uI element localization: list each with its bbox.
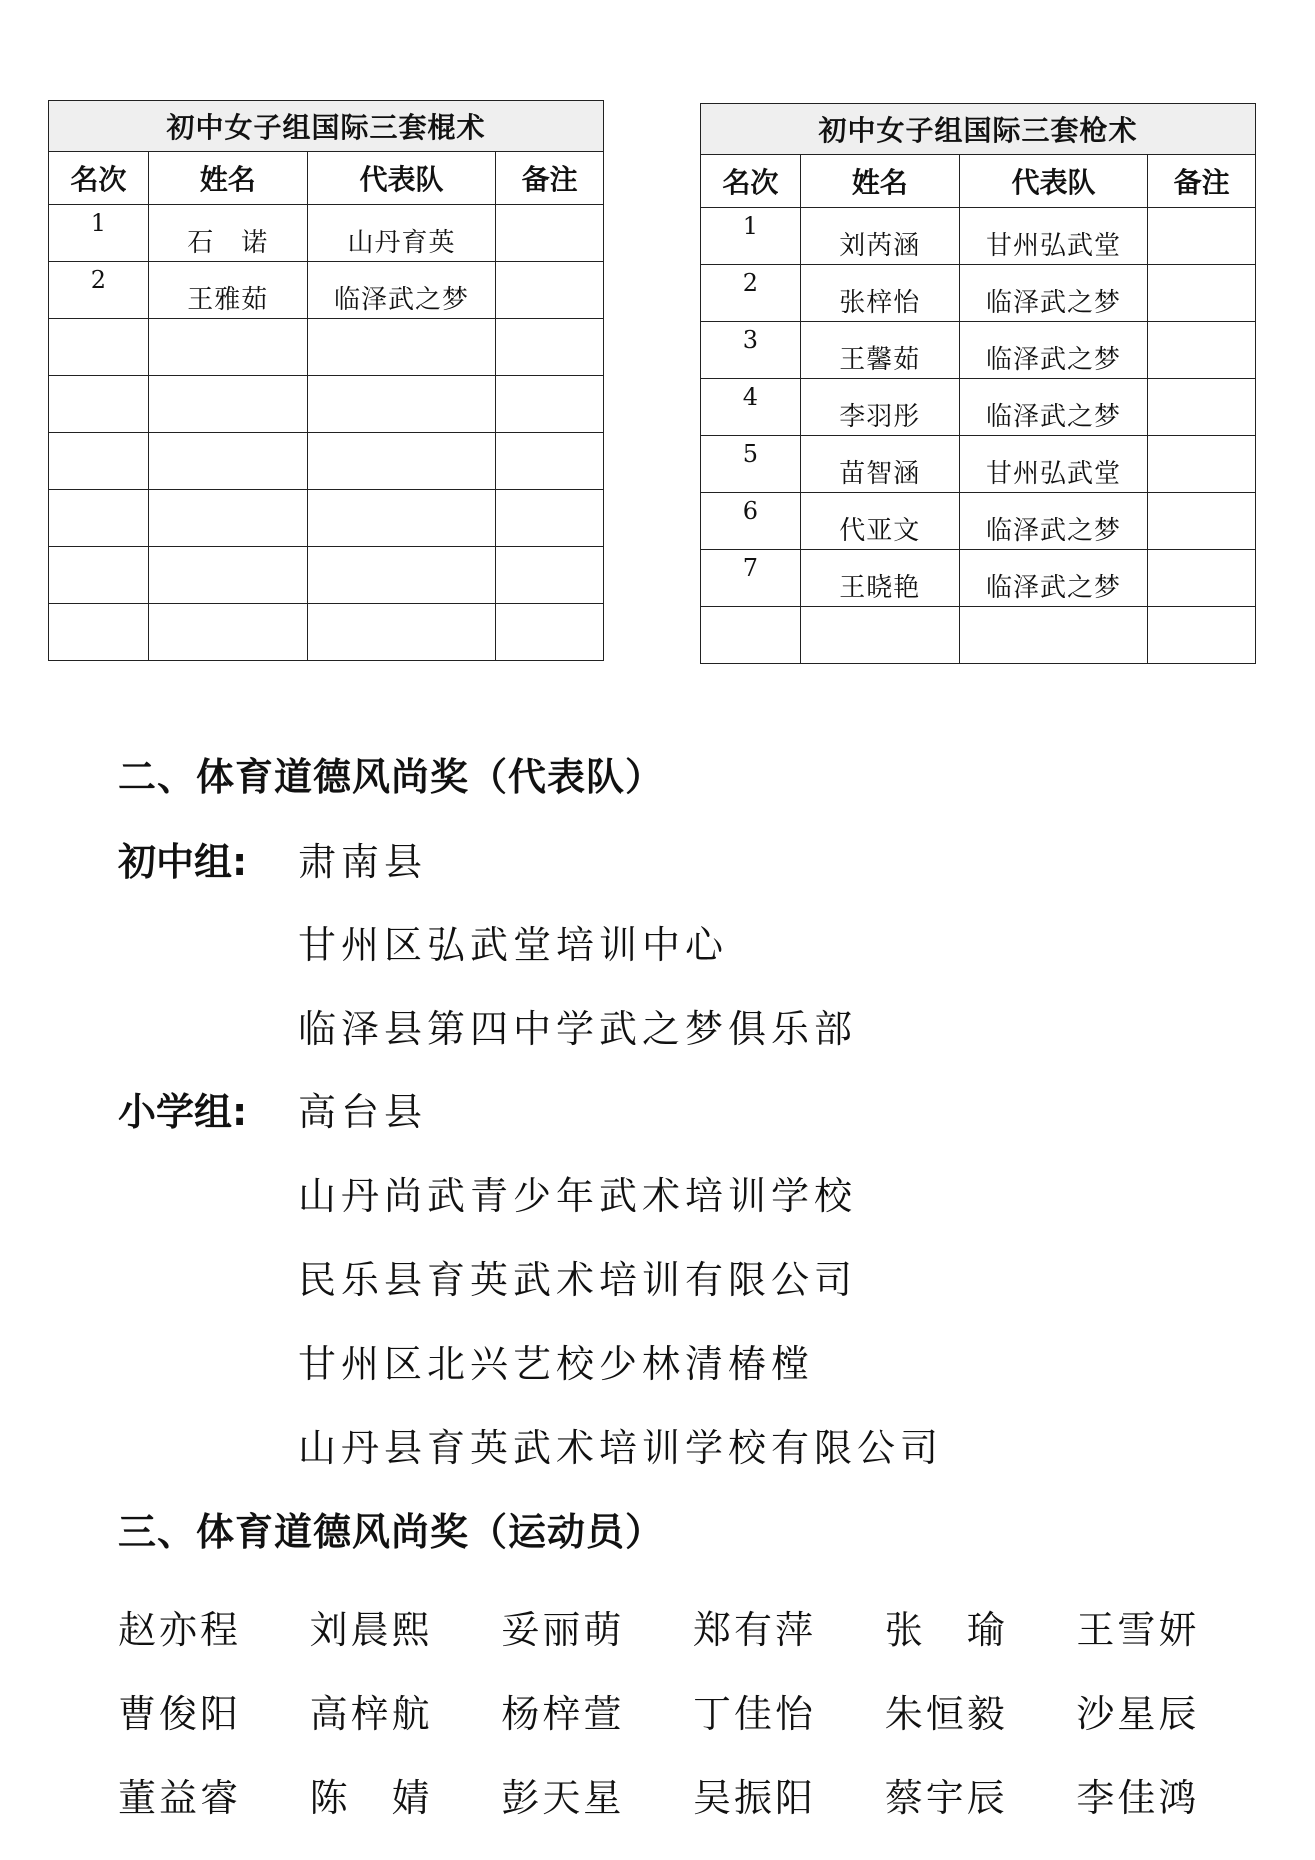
table-cell-name — [148, 490, 307, 547]
table-cell-remark — [496, 547, 604, 604]
table-cell-name: 王雅茹 — [148, 262, 307, 319]
table-cell-name: 刘芮涵 — [800, 208, 959, 265]
table-row — [49, 376, 604, 433]
athlete-row — [118, 1584, 1268, 1668]
table-cell-team: 临泽武之梦 — [959, 322, 1147, 379]
junior-team-item: 临泽县第四中学武之梦俱乐部 — [298, 1007, 858, 1051]
table-row — [701, 208, 1256, 265]
athlete-name: 彭天星 — [501, 1775, 625, 1820]
athlete-name: 赵亦程 — [118, 1607, 242, 1652]
table-cell-rank: 1 — [701, 208, 801, 265]
table-cell-team — [307, 319, 495, 376]
athlete-name: 张 瑜 — [884, 1607, 1008, 1652]
table-cell-name: 李羽彤 — [800, 379, 959, 436]
table-cell-name: 王晓艳 — [800, 550, 959, 607]
table-row — [49, 604, 604, 661]
table-cell-team: 临泽武之梦 — [959, 265, 1147, 322]
table-cell-name: 苗智涵 — [800, 436, 959, 493]
athlete-name: 杨梓萱 — [501, 1691, 625, 1736]
col-header-rank: 名次 — [49, 152, 149, 205]
table-row — [701, 436, 1256, 493]
table-row — [49, 319, 604, 376]
athlete-name-grid — [118, 1584, 1268, 1836]
athlete-row — [118, 1668, 1268, 1752]
junior-group-label: 初中组: — [118, 840, 248, 884]
col-header-name: 姓名 — [148, 152, 307, 205]
table-title: 初中女子组国际三套枪术 — [701, 104, 1256, 155]
col-header-remark: 备注 — [1148, 155, 1256, 208]
table-cell-team: 甘州弘武堂 — [959, 208, 1147, 265]
primary-group-label: 小学组: — [118, 1090, 248, 1134]
table-cell-remark — [496, 319, 604, 376]
table-cell-name: 王馨茹 — [800, 322, 959, 379]
table-cell-remark — [1148, 208, 1256, 265]
table-cell-rank: 3 — [701, 322, 801, 379]
table-cell-team: 甘州弘武堂 — [959, 436, 1147, 493]
section-heading-team-award: 二、体育道德风尚奖（代表队） — [118, 755, 665, 799]
table-cell-rank: 6 — [701, 493, 801, 550]
athlete-name: 刘晨熙 — [309, 1607, 433, 1652]
table-cell-remark — [1148, 493, 1256, 550]
athlete-name: 曹俊阳 — [118, 1691, 242, 1736]
table-cell-team — [307, 547, 495, 604]
section-heading-athlete-award: 三、体育道德风尚奖（运动员） — [118, 1510, 665, 1554]
table-cell-name — [148, 376, 307, 433]
table-cell-rank: 5 — [701, 436, 801, 493]
athlete-name: 高梓航 — [309, 1691, 433, 1736]
col-header-team: 代表队 — [959, 155, 1147, 208]
table-cell-team: 山丹育英 — [307, 205, 495, 262]
table-row — [701, 265, 1256, 322]
table-cell-name — [148, 604, 307, 661]
table-cell-rank — [49, 490, 149, 547]
table-cell-rank — [49, 376, 149, 433]
primary-team-item: 民乐县育英武术培训有限公司 — [298, 1258, 858, 1302]
table-cell-team: 临泽武之梦 — [959, 550, 1147, 607]
athlete-name: 吴振阳 — [693, 1775, 817, 1820]
col-header-team: 代表队 — [307, 152, 495, 205]
table-cell-rank — [49, 604, 149, 661]
table-cell-remark — [1148, 436, 1256, 493]
table-cell-remark — [1148, 607, 1256, 664]
table-cell-remark — [496, 604, 604, 661]
athlete-name: 沙星辰 — [1076, 1691, 1200, 1736]
table-cell-remark — [496, 262, 604, 319]
table-row — [701, 493, 1256, 550]
athlete-name: 李佳鸿 — [1076, 1775, 1200, 1820]
table-cell-remark — [496, 433, 604, 490]
table-row — [49, 205, 604, 262]
athlete-name: 董益睿 — [118, 1775, 242, 1820]
athlete-name: 丁佳怡 — [693, 1691, 817, 1736]
table-title: 初中女子组国际三套棍术 — [49, 101, 604, 152]
table-cell-remark — [1148, 379, 1256, 436]
athlete-name: 陈 婧 — [309, 1775, 433, 1820]
table-cell-remark — [1148, 265, 1256, 322]
table-row — [701, 550, 1256, 607]
primary-team-item: 山丹县育英武术培训学校有限公司 — [298, 1426, 944, 1470]
table-cell-name: 代亚文 — [800, 493, 959, 550]
table-cell-name — [148, 547, 307, 604]
table-row — [49, 490, 604, 547]
col-header-name: 姓名 — [800, 155, 959, 208]
table-cell-team — [307, 490, 495, 547]
table-cell-team — [307, 604, 495, 661]
athlete-row — [118, 1752, 1268, 1836]
table-cell-team: 临泽武之梦 — [959, 493, 1147, 550]
primary-team-item: 山丹尚武青少年武术培训学校 — [298, 1174, 858, 1218]
table-cell-remark — [1148, 550, 1256, 607]
table-cell-team: 临泽武之梦 — [959, 379, 1147, 436]
table-cell-team: 临泽武之梦 — [307, 262, 495, 319]
table-cell-name: 石 诺 — [148, 205, 307, 262]
primary-team-item: 高台县 — [298, 1090, 428, 1134]
table-cell-rank: 2 — [49, 262, 149, 319]
table-cell-rank — [49, 319, 149, 376]
table-row — [49, 547, 604, 604]
table-cell-name — [148, 319, 307, 376]
results-table-spear — [700, 103, 1256, 664]
athlete-name: 郑有萍 — [693, 1607, 817, 1652]
table-row — [49, 433, 604, 490]
table-cell-remark — [1148, 322, 1256, 379]
table-cell-team — [959, 607, 1147, 664]
table-cell-remark — [496, 376, 604, 433]
table-cell-team — [307, 376, 495, 433]
table-cell-name: 张梓怡 — [800, 265, 959, 322]
athlete-name: 王雪妍 — [1076, 1607, 1200, 1652]
table-row — [701, 607, 1256, 664]
table-cell-rank — [49, 547, 149, 604]
table-cell-team — [307, 433, 495, 490]
table-row — [49, 262, 604, 319]
table-cell-remark — [496, 205, 604, 262]
athlete-name: 朱恒毅 — [884, 1691, 1008, 1736]
athlete-name: 蔡宇辰 — [884, 1775, 1008, 1820]
junior-team-item: 甘州区弘武堂培训中心 — [298, 923, 729, 967]
table-cell-name — [800, 607, 959, 664]
col-header-remark: 备注 — [496, 152, 604, 205]
table-cell-name — [148, 433, 307, 490]
athlete-name: 妥丽萌 — [501, 1607, 625, 1652]
table-row — [701, 322, 1256, 379]
table-cell-rank — [49, 433, 149, 490]
table-cell-remark — [496, 490, 604, 547]
col-header-rank: 名次 — [701, 155, 801, 208]
table-cell-rank — [701, 607, 801, 664]
table-cell-rank: 1 — [49, 205, 149, 262]
primary-team-item: 甘州区北兴艺校少林清椿樘 — [298, 1342, 815, 1386]
table-cell-rank: 2 — [701, 265, 801, 322]
table-cell-rank: 7 — [701, 550, 801, 607]
table-row — [701, 379, 1256, 436]
junior-team-item: 肃南县 — [298, 840, 428, 884]
table-cell-rank: 4 — [701, 379, 801, 436]
results-table-staff — [48, 100, 604, 661]
